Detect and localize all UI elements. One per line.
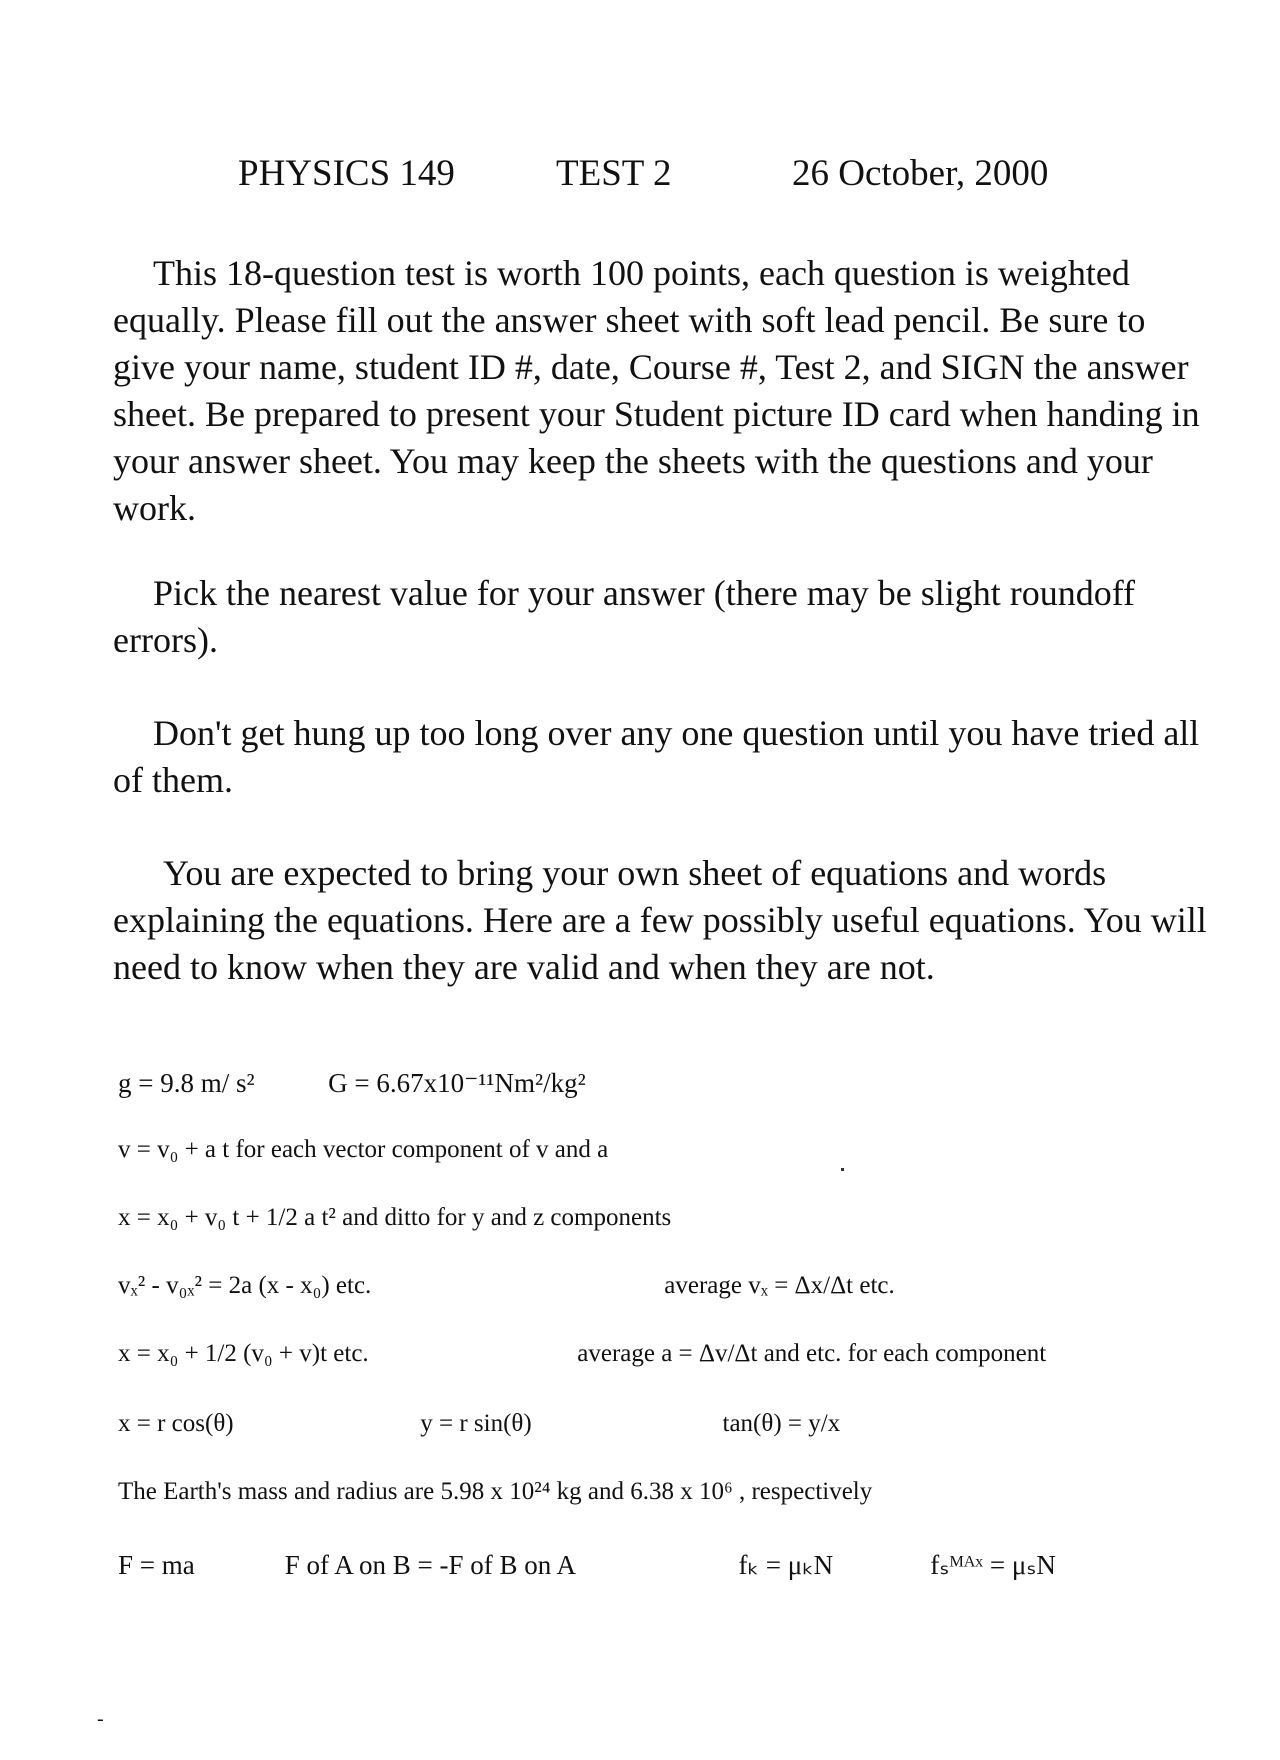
static-friction: fₛᴹᴬˣ = μₛN [930,1550,1056,1580]
polar-y-equation: y = r sin(θ) [420,1410,532,1437]
avg-line [118,1340,1046,1368]
avg-velocity-equation: average vₓ = Δx/Δt etc. [664,1272,895,1299]
vsquared-equation: vₓ² - v₀ₓ² = 2a (x - x₀) etc. [118,1272,372,1299]
course-title: PHYSICS 149 [238,153,455,194]
polar-line [118,1410,840,1438]
velocity-equation: v = v₀ + a t for each vector component of v and a [118,1136,609,1163]
pacing-paragraph: Don't get hung up too long over any one question until you have tried all of them. [113,713,1200,800]
gravitational-constant: G = 6.67x10⁻¹¹Nm²/kg² [328,1068,586,1098]
avg-position-equation: x = x₀ + 1/2 (v₀ + v)t etc. [118,1340,369,1367]
rounding-paragraph: Pick the nearest value for your answer (there may be slight roundoff errors). [113,573,1136,660]
equations-note-paragraph: You are expected to bring your own sheet of equations and words explaining the equations. Here are a few possibly useful equations. You will need to know when they are valid and when they are not. [113,853,1207,987]
forces-line [118,1550,1056,1581]
newton-third-law: F of A on B = -F of B on A [284,1550,577,1580]
page-mark: - [97,1708,104,1730]
polar-tan-equation: tan(θ) = y/x [722,1410,841,1437]
polar-x-equation: x = r cos(θ) [118,1410,234,1437]
vsquared-line [118,1272,895,1300]
instructions-paragraph: This 18-question test is worth 100 points, each question is weighted equally. Please fill out the answer sheet with soft lead pencil. Be sure to give your name, student ID #, date, Course #, Test 2, and SIGN the answer sheet. Be prepared to present your Student picture ID card when handing in your answer sheet. You may keep the sheets with the questions and your work. [113,253,1200,528]
kinetic-friction: fₖ = μₖN [738,1550,834,1580]
gravity-constant: g = 9.8 m/ s² [118,1068,255,1098]
constants-line [118,1068,586,1099]
exam-date: 26 October, 2000 [792,153,1049,194]
stray-mark [841,1168,844,1171]
test-number: TEST 2 [556,153,672,194]
earth-constants: The Earth's mass and radius are 5.98 x 10²⁴ kg and 6.38 x 10⁶ , respectively [118,1478,873,1505]
position-equation: x = x₀ + v₀ t + 1/2 a t² and ditto for y and z components [118,1204,672,1231]
avg-accel-equation: average a = Δv/Δt and etc. for each component [577,1340,1047,1367]
exam-header [238,152,1138,195]
newton-second-law: F = ma [118,1550,195,1580]
